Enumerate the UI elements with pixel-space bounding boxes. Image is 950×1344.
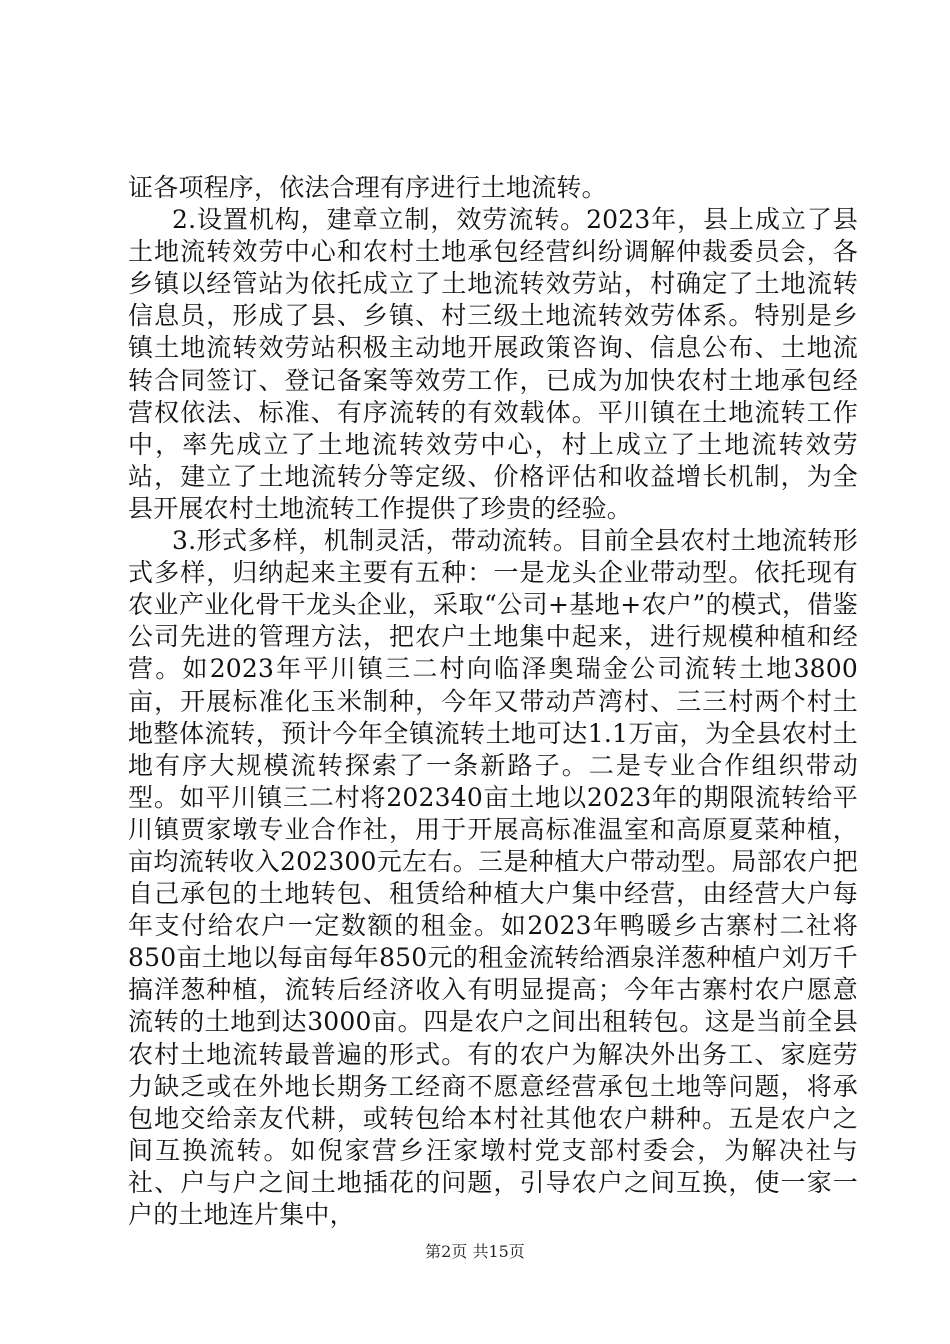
- paragraph-section-2: 2.设置机构，建章立制，效劳流转。2023年，县上成立了县土地流转效劳中心和农村土地承包经营纠纷调解仲裁委员会，各乡镇以经管站为依托成立了土地流转效劳站，村确定了土地流转信息员，形成了县、乡镇、村三级土地流转效劳体系。特别是乡镇土地流转效劳站积极主动地开展政策咨询、信息公布、土地流转合同签订、登记备案等效劳工作，已成为加快农村土地承包经营权依法、标准、有序流转的有效载体。平川镇在土地流转工作中，率先成立了土地流转效劳中心，村上成立了土地流转效劳站，建立了土地流转分等定级、价格评估和收益增长机制，为全县开展农村土地流转工作提供了珍贵的经验。: [128, 205, 858, 523]
- paragraph-section-3: 3.形式多样，机制灵活，带动流转。目前全县农村土地流转形式多样，归纳起来主要有五种：一是龙头企业带动型。依托现有农业产业化骨干龙头企业，采取“公司+基地+农户”的模式，借鉴公司先进的管理方法，把农户土地集中起来，进行规模种植和经营。如2023年平川镇三二村向临泽奥瑞金公司流转土地3800亩，开展标准化玉米制种，今年又带动芦湾村、三三村两个村土地整体流转，预计今年全镇流转土地可达1.1万亩，为全县农村土地有序大规模流转探索了一条新路子。二是专业合作组织带动型。如平川镇三二村将202340亩土地以2023年的期限流转给平川镇贾家墩专业合作社，用于开展高标准温室和高原夏菜种植，亩均流转收入202300元左右。三是种植大户带动型。局部农户把自己承包的土地转包、租赁给种植大户集中经营，由经营大户每年支付给农户一定数额的租金。如2023年鸭暖乡古寨村二社将850亩土地以每亩每年850元的租金流转给酒泉洋葱种植户刘万千搞洋葱种植，流转后经济收入有明显提高；今年古寨村农户愿意流转的土地到达3000亩。四是农户之间出租转包。这是当前全县农村土地流转最普遍的形式。有的农户为解决外出务工、家庭劳力缺乏或在外地长期务工经商不愿意经营承包土地等问题，将承包地交给亲友代耕，或转包给本村社其他农户耕种。五是农户之间互换流转。如倪家营乡汪家墩村党支部村委会，为解决社与社、户与户之间土地插花的问题，引导农户之间互换，使一家一户的土地连片集中，: [128, 526, 858, 1229]
- page-number-footer: 第2页 共15页: [425, 1242, 525, 1261]
- paragraph-continuation: 证各项程序，依法合理有序进行土地流转。: [128, 173, 607, 202]
- document-body: [128, 172, 858, 1231]
